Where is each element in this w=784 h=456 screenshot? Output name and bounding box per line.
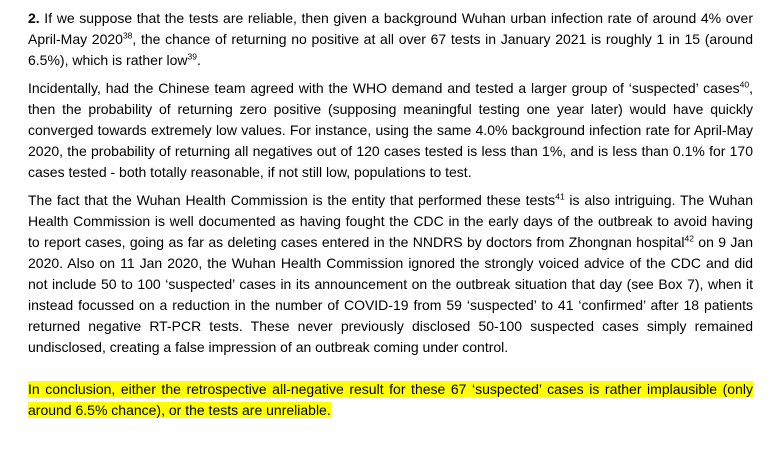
footnote-reference: 40	[739, 79, 750, 90]
text-run: Incidentally, had the Chinese team agreed with the WHO demand and tested a larger group of ‘suspected’ cases	[28, 80, 740, 96]
text-run: , the chance of returning no positive at all over 67 tests in January 2021 is roughly 1 in 15 (around 6.5%), which is rather low	[28, 31, 754, 68]
para-wuhan-health-commission	[28, 190, 753, 358]
text-run: 2.	[28, 10, 40, 26]
para-who-demand	[28, 78, 753, 183]
text-run: is also intriguing. The Wuhan Health Commission is well documented as having fought the CDC in the early days of the outbreak to avoid having to report cases, going as far as deleting cases entered in the NNDRS by doctors from Zhongnan hospital	[28, 192, 754, 250]
text-run: , then the probability of returning zero positive (supposing meaningful testing one year later) would have quickly converged towards extremely low values. For instance, using the same 4.0% background infection rate for April-May 2020, the probability of returning all negatives out of 120 cases tested is less than 1%, and is less than 0.1% for 170 cases tested - both totally reasonable, if not still low, populations to test.	[28, 80, 753, 180]
para-conclusion-highlighted	[28, 379, 753, 421]
text-run: on 9 Jan 2020. Also on 11 Jan 2020, the Wuhan Health Commission ignored the strongly voiced advice of the CDC and did not include 50 to 100 ‘suspected’ cases in its announcement on the outbreak situation that day (see Box 7), when it instead focussed on a reduction in the number of COVID-19 from 59 ‘suspected’ to 41 ‘confirmed’ after 18 patients returned negative RT-PCR tests. These never previously disclosed 50-100 suspected cases simply remained undisclosed, creating a false impression of an outbreak coming under control.	[28, 234, 753, 355]
text-run: .	[196, 52, 201, 68]
footnote-reference: 39	[187, 51, 197, 62]
footnote-reference: 42	[684, 233, 694, 244]
text-run: The fact that the Wuhan Health Commission is the entity that performed these tests	[28, 192, 556, 208]
text-run: In conclusion, either the retrospective all-negative result for these 67 ‘suspected’ cases is rather implausible (only around 6.5% chance), or the tests are unreliable.	[28, 381, 753, 418]
text-run: If we suppose that the tests are reliable, then given a background Wuhan urban infection rate of around 4% over April-May 2020	[28, 10, 753, 47]
para-test-reliability	[28, 8, 753, 71]
footnote-reference: 38	[122, 30, 133, 41]
footnote-reference: 41	[555, 191, 565, 202]
